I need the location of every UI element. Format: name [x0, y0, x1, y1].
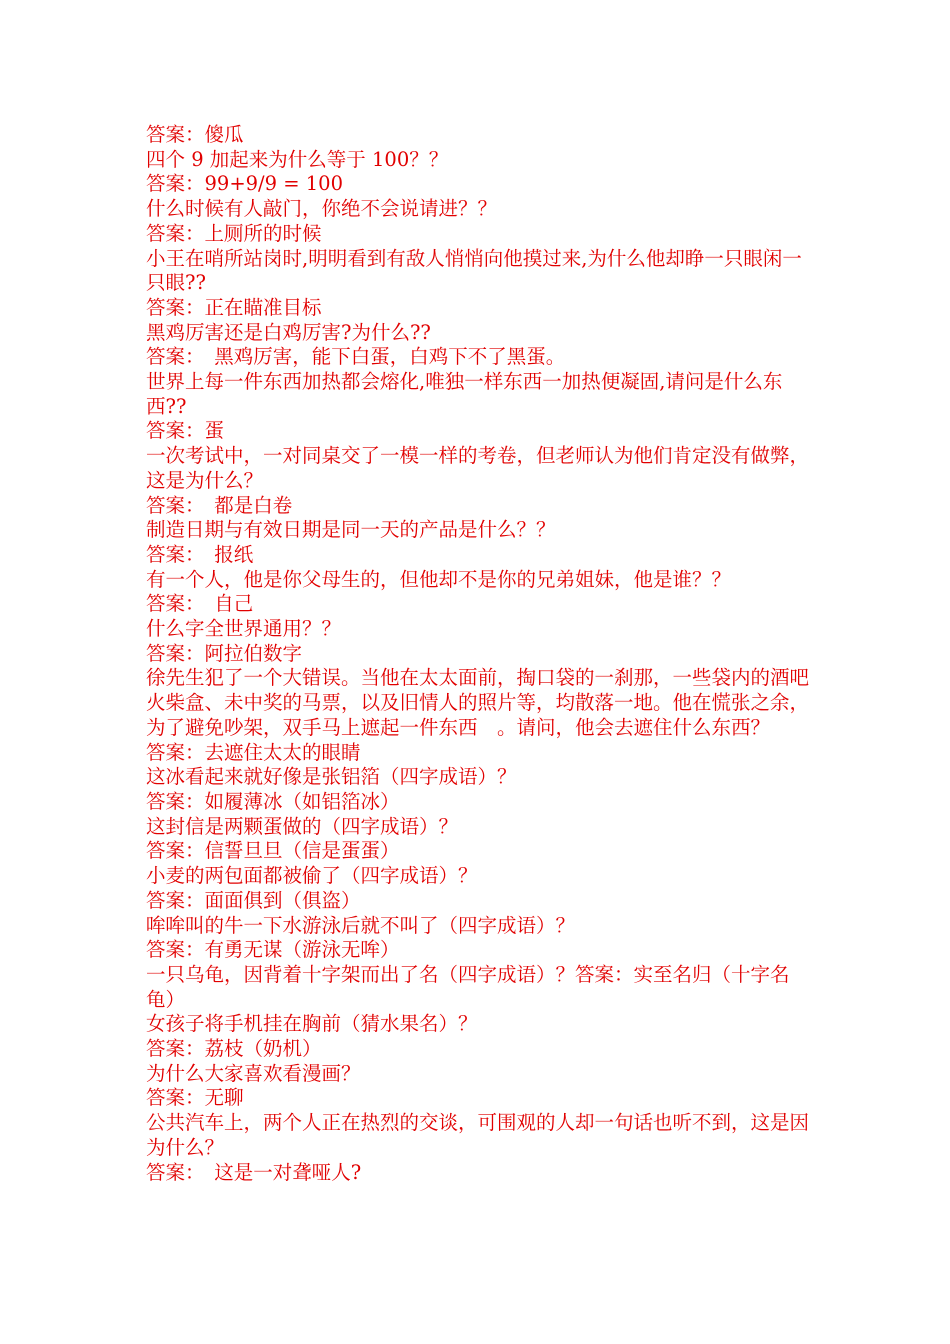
text-line: 一只乌龟，因背着十字架而出了名（四字成语）？答案：实至名归（十字名龟）: [146, 962, 790, 1011]
text-line: 什么时候有人敲门，你绝不会说请进？？: [146, 197, 498, 221]
text-line: 这冰看起来就好像是张铝箔（四字成语）？: [146, 765, 517, 789]
text-line: 答案： 都是白卷: [146, 493, 293, 517]
text-line: 答案：无聊: [146, 1086, 244, 1110]
text-line: 答案：蛋: [146, 419, 225, 443]
text-line: 黑鸡厉害还是白鸡厉害?为什么??: [146, 320, 431, 344]
text-line: 为什么大家喜欢看漫画？: [146, 1061, 361, 1085]
text-line: 答案：傻瓜: [146, 123, 244, 146]
text-line: 答案：正在瞄准目标: [146, 295, 322, 319]
text-line: 答案：99+9/9 = 100: [146, 172, 343, 196]
text-line: 四个 9 加起来为什么等于 100？？: [146, 147, 449, 171]
text-line: 答案：如履薄冰（如铝箔冰）: [146, 789, 400, 813]
text-line: 这封信是两颗蛋做的（四字成语）？: [146, 814, 459, 838]
text-line: 什么字全世界通用？？: [146, 617, 342, 641]
text-line: 一次考试中，一对同桌交了一模一样的考卷，但老师认为他们肯定没有做弊，这是为什么？: [146, 444, 810, 492]
text-line: 答案：面面俱到（俱盗）: [146, 888, 361, 912]
text-line: 答案：有勇无谋（游泳无哞）: [146, 938, 400, 962]
text-line: 答案： 自己: [146, 592, 254, 616]
text-line: 答案： 报纸: [146, 542, 254, 566]
text-line: 世界上每一件东西加热都会熔化,唯独一样东西一加热便凝固,请问是什么东西??: [146, 370, 783, 418]
text-line: 答案：上厕所的时候: [146, 221, 322, 245]
text-line: 答案：荔枝（奶机）: [146, 1037, 322, 1061]
text-line: 公共汽车上，两个人正在热烈的交谈，可围观的人却一句话也听不到，这是因为什么？: [146, 1111, 810, 1159]
text-line: 答案：阿拉伯数字: [146, 641, 303, 665]
text-line: 徐先生犯了一个大错误。当他在太太面前，掏口袋的一刹那，一些袋内的酒吧火柴盒、未中奖的马票，以及旧情人的照片等，均散落一地。他在慌张之余，为了避免吵架，双手马上遮起一件东西 。请问，他会去遮住什么东西？: [146, 666, 810, 739]
text-line: 小麦的两包面都被偷了（四字成语）？: [146, 864, 478, 888]
text-line: 答案：信誓旦旦（信是蛋蛋）: [146, 839, 400, 863]
text-line: 答案： 黑鸡厉害，能下白蛋，白鸡下不了黑蛋。: [146, 345, 566, 369]
text-line: 制造日期与有效日期是同一天的产品是什么？？: [146, 518, 556, 542]
text-line: 小王在哨所站岗时,明明看到有敌人悄悄向他摸过来,为什么他却睁一只眼闲一只眼??: [146, 246, 802, 295]
text-line: 女孩子将手机挂在胸前（猜水果名）？: [146, 1012, 478, 1036]
document-body: [146, 123, 810, 1185]
text-line: 哞哞叫的牛一下水游泳后就不叫了（四字成语）？: [146, 913, 576, 937]
text-line: 答案： 这是一对聋哑人?: [146, 1160, 362, 1184]
text-line: 有一个人，他是你父母生的，但他却不是你的兄弟姐妹，他是谁？？: [146, 567, 732, 591]
text-line: 答案：去遮住太太的眼睛: [146, 740, 361, 764]
